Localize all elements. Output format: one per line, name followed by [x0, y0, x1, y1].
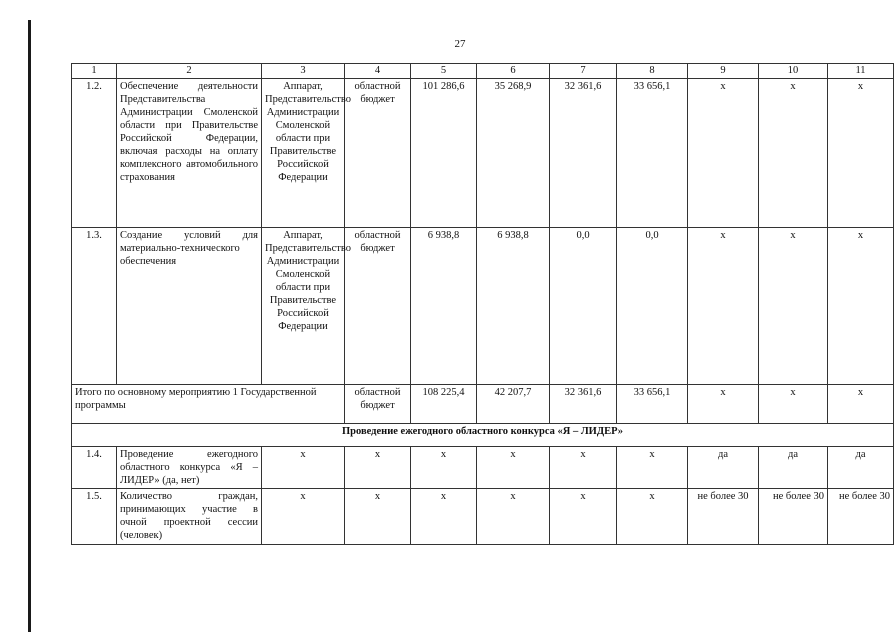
column-number-row [72, 64, 894, 79]
cell-value: 0,0 [617, 228, 688, 385]
table-row [72, 228, 894, 385]
row-number: 1.5. [72, 489, 117, 545]
col-header: 5 [411, 64, 477, 79]
row-number: 1.4. [72, 447, 117, 489]
cell-value: х [688, 228, 759, 385]
row-number: 1.3. [72, 228, 117, 385]
cell-value: 33 656,1 [617, 385, 688, 424]
table-row [72, 79, 894, 228]
section-title-row [72, 424, 894, 447]
cell-value: х [477, 489, 550, 545]
cell-value: х [345, 489, 411, 545]
cell-value: х [477, 447, 550, 489]
cell-value: 6 938,8 [477, 228, 550, 385]
row-description: Обеспечение деятельности Представительства Администрации Смоленской области при Правительстве Российской Федерации, включая расходы на оплату комплексного автомобильного страхования [117, 79, 262, 228]
cell-value: х [411, 489, 477, 545]
cell-value: х [617, 489, 688, 545]
cell-value: х [759, 79, 828, 228]
section-title: Проведение ежегодного областного конкурса «Я – ЛИДЕР» [72, 424, 894, 447]
row-executor: Аппарат, Представительство Администрации Смоленской области при Правительстве Российской Федерации [262, 79, 345, 228]
cell-value: 33 656,1 [617, 79, 688, 228]
cell-value: х [411, 447, 477, 489]
cell-value: х [828, 228, 894, 385]
col-header: 4 [345, 64, 411, 79]
table-row [72, 447, 894, 489]
row-source: областной бюджет [345, 228, 411, 385]
col-header: 2 [117, 64, 262, 79]
col-header: 10 [759, 64, 828, 79]
cell-value: х [262, 447, 345, 489]
cell-value: х [759, 385, 828, 424]
col-header: 6 [477, 64, 550, 79]
row-source: областной бюджет [345, 79, 411, 228]
row-description: Создание условий для материально-технического обеспечения [117, 228, 262, 385]
cell-value: х [828, 79, 894, 228]
total-row [72, 385, 894, 424]
cell-value: 42 207,7 [477, 385, 550, 424]
total-source: областной бюджет [345, 385, 411, 424]
col-header: 11 [828, 64, 894, 79]
cell-value: х [550, 489, 617, 545]
row-executor: Аппарат, Представительство Администрации Смоленской области при Правительстве Российской Федерации [262, 228, 345, 385]
cell-value: 0,0 [550, 228, 617, 385]
cell-value: не более 30 [688, 489, 759, 545]
cell-value: х [617, 447, 688, 489]
cell-value: 32 361,6 [550, 79, 617, 228]
cell-value: 108 225,4 [411, 385, 477, 424]
cell-value: х [262, 489, 345, 545]
total-label: Итого по основному мероприятию 1 Государственной программы [72, 385, 345, 424]
scan-edge-line [28, 20, 31, 632]
col-header: 7 [550, 64, 617, 79]
cell-value: х [345, 447, 411, 489]
page-number: 27 [454, 38, 466, 50]
cell-value: х [550, 447, 617, 489]
cell-value: х [759, 228, 828, 385]
budget-table [71, 63, 894, 545]
row-description: Проведение ежегодного областного конкурса «Я – ЛИДЕР» (да, нет) [117, 447, 262, 489]
cell-value: х [688, 79, 759, 228]
row-description: Количество граждан, принимающих участие в очной проектной сессии (человек) [117, 489, 262, 545]
cell-value: х [688, 385, 759, 424]
cell-value: не более 30 [828, 489, 894, 545]
cell-value: х [828, 385, 894, 424]
cell-value: 35 268,9 [477, 79, 550, 228]
cell-value: не более 30 [759, 489, 828, 545]
cell-value: да [688, 447, 759, 489]
row-number: 1.2. [72, 79, 117, 228]
col-header: 3 [262, 64, 345, 79]
cell-value: 32 361,6 [550, 385, 617, 424]
cell-value: 101 286,6 [411, 79, 477, 228]
cell-value: 6 938,8 [411, 228, 477, 385]
col-header: 8 [617, 64, 688, 79]
cell-value: да [828, 447, 894, 489]
cell-value: да [759, 447, 828, 489]
table-row [72, 489, 894, 545]
col-header: 9 [688, 64, 759, 79]
col-header: 1 [72, 64, 117, 79]
